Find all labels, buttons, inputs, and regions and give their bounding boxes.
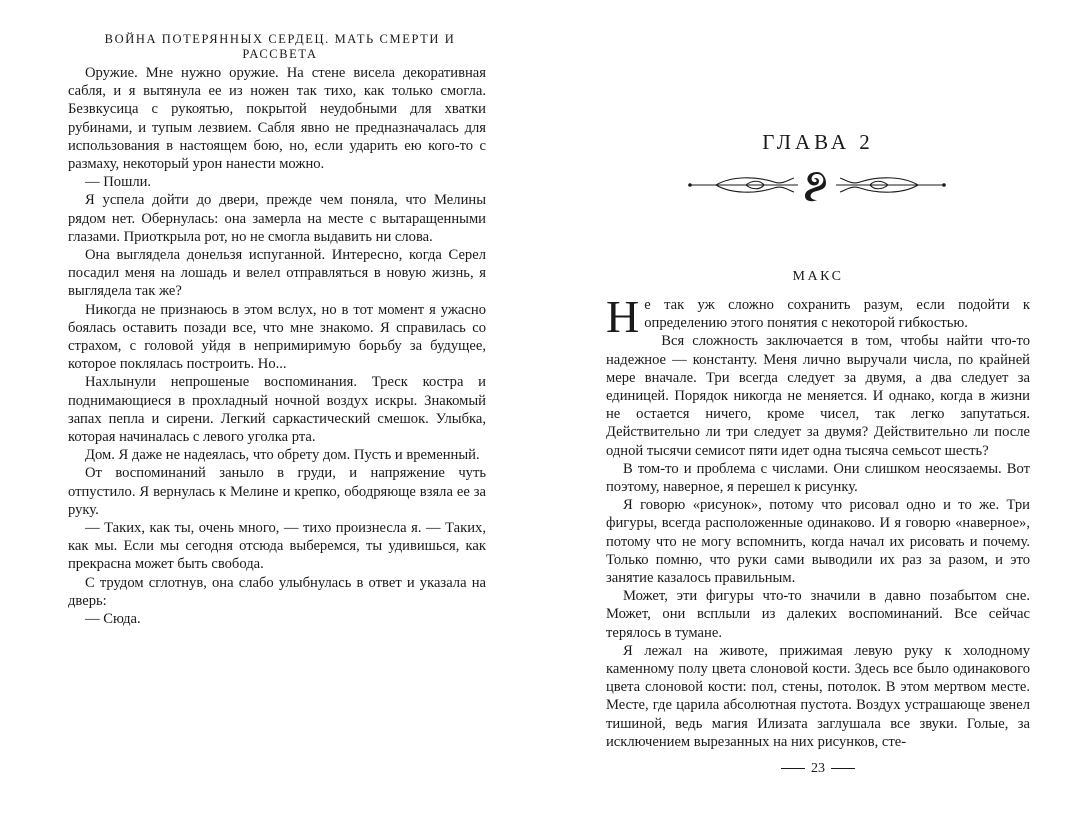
paragraph: В том-то и проблема с числами. Они слишком неосязаемы. Вот поэтому, наверное, я перешел к рисунку. [606,460,1030,496]
paragraph: — Таких, как ты, очень много, — тихо произнесла я. — Таких, как мы. Если мы сегодня отсюда выберемся, ты удивишься, как прекрасна может быть свобода. [68,520,486,573]
chapter-title: ГЛАВА 2 [762,130,874,154]
paragraph: Никогда не признаюсь в этом вслух, но в тот момент я ужасно боялась оставить позади все, что мне знакомо. Я справилась со страхом, с головой уйдя в непримиримую борьбу за будущее, которое поклялась построить. Но... [68,301,486,373]
first-paragraph-text: е так уж сложно сохранить разум, если подойти к определению этого понятия с некоторой гибкостью. [644,297,1030,332]
page-number [606,761,1030,777]
paragraph: С трудом сглотнув, она слабо улыбнулась в ответ и указала на дверь: [68,574,486,609]
drop-cap: Н [606,291,640,342]
paragraph: Нахлынули непрошеные воспоминания. Треск костра и поднимающиеся в прохладный ночной воздух искры. Знакомый запах пепла и сирени. Легкий саркастический смешок. Улыбка, которая начиналась с левого уголка рта. [68,374,486,446]
left-page-text [68,64,486,628]
right-page-text [606,291,1030,751]
paragraph: — Пошли. [85,174,152,191]
paragraph: Оружие. Мне нужно оружие. На стене висела декоративная сабля, и я вытянула ее из ножен так тихо, как только смогла. Безвкусица с рукоятью, покрытой неудобными для хватки рубинами, и тупым лезвием. Сабля явно не предназначалась для использования в настоящем бою, но, если ударить ею кого-то с размаху, некоторый урон нанести можно. [68,65,486,173]
running-head: ВОЙНА ПОТЕРЯННЫХ СЕРДЕЦ. МАТЬ СМЕРТИ И РАССВЕТА [104,32,456,61]
paragraph: Она выглядела донельзя испуганной. Интересно, когда Серел посадил меня на лошадь и велел отправляться в новую жизнь, я выглядела так же? [68,247,486,300]
page-number-text: 23 [811,761,825,776]
first-paragraph [606,291,1030,342]
section-name: МАКС [792,269,844,284]
paragraph: От воспоминаний заныло в груди, и напряжение чуть отпустило. Я вернулась к Мелине и крепко, ободряюще взяла ее за руку. [68,465,486,518]
paragraph: Я успела дойти до двери, прежде чем поняла, что Мелины рядом нет. Обернулась: она замерла на месте с вытаращенными глазами. Приоткрыла рот, но не смогла выдавить ни слова. [68,192,486,245]
ornament-divider-icon [686,168,948,202]
paragraph: Вся сложность заключается в том, чтобы найти что-то надежное — константу. Меня лично выручали числа, по крайней мере вначале. Три всегда следует за двумя, а два следует за единицей. Порядок никогда не меняется. И однако, когда в жизни не остается ничего, кроме чисел, так легко запутаться. Действительно ли три следует за двумя? Действительно ли после одной тысячи семисот пяти идет одна тысяча семьсот шесть? [606,333,1030,459]
paragraph: Я говорю «рисунок», потому что рисовал одно и то же. Три фигуры, всегда расположенные одинаково. И я говорю «наверное», потому что не могу вспомнить, когда начал их рисовать и почему. Только помню, что руки сами выводили их раз за разом, и это занятие казалось правильным. [606,497,1030,587]
paragraph: Может, эти фигуры что-то значили в давно позабытом сне. Может, они всплыли из далеких воспоминаний. Все сейчас терялось в тумане. [606,588,1030,641]
paragraph: Дом. Я даже не надеялась, что обрету дом. Пусть и временный. [85,447,480,464]
folio-dash-left [781,768,805,769]
folio-dash-right [831,768,855,769]
paragraph: — Сюда. [85,611,141,628]
paragraph: Я лежал на животе, прижимая левую руку к холодному каменному полу цвета слоновой кости. Здесь все было одинакового цвета слоновой кости: пол, стены, потолок. В этом мертвом месте. Месте, где царила абсолютная пустота. Воздух устрашающе звенел тишиной, ведь магия Илизата заглушала все звуки. Голые, за исключением вырезанных на них рисунков, сте- [606,642,1030,750]
